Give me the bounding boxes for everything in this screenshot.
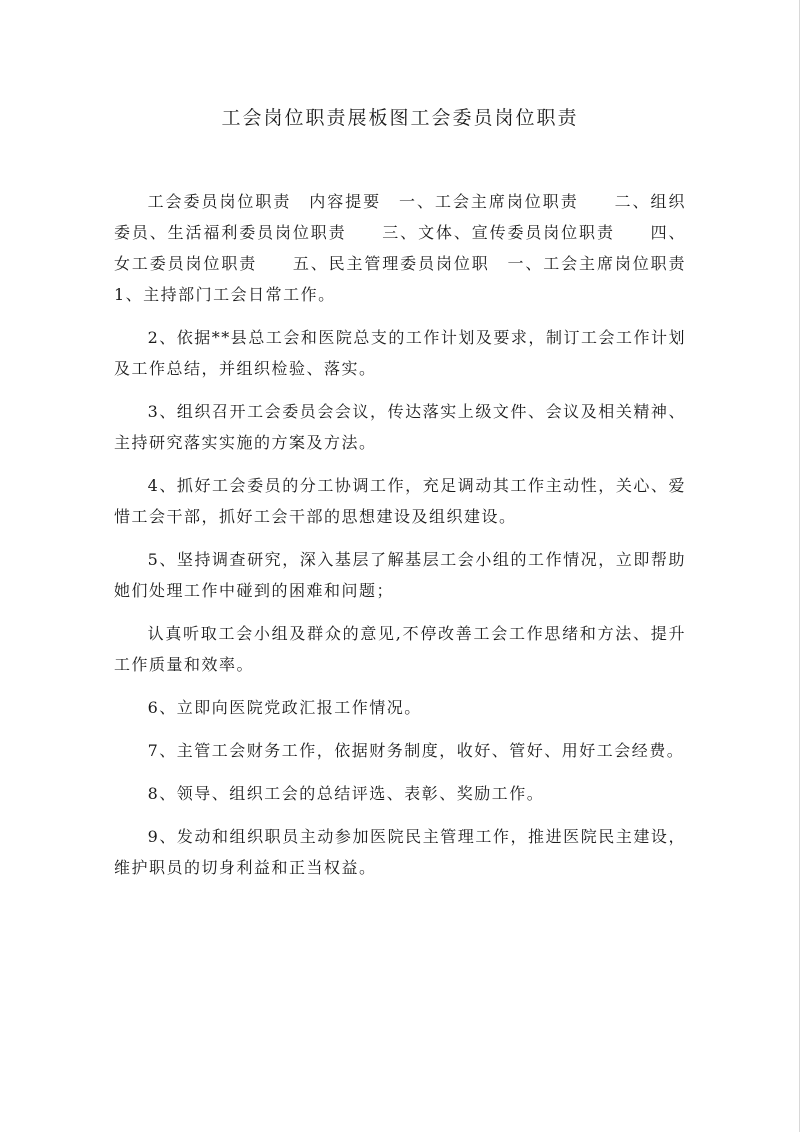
paragraph-duty-5: 5、坚持调查研究，深入基层了解基层工会小组的工作情况，立即帮助她们处理工作中碰到的困难和问题； <box>114 550 686 600</box>
paragraph-duty-9: 9、发动和组织职员主动参加医院民主管理工作，推进医院民主建设，维护职员的切身利益和正当权益。 <box>114 827 686 877</box>
paragraph-duty-3: 3、组织召开工会委员会会议，传达落实上级文件、会议及相关精神、主持研究落实实施的方案及方法。 <box>114 402 686 452</box>
paragraph-duty-7: 7、主管工会财务工作，依据财务制度，收好、管好、用好工会经费。 <box>147 741 685 760</box>
paragraph-duty-2: 2、依据**县总工会和医院总支的工作计划及要求，制订工会工作计划及工作总结，并组织检验、落实。 <box>114 328 686 378</box>
paragraph-duty-6: 6、立即向医院党政汇报工作情况。 <box>147 698 422 717</box>
paragraph-duty-8: 8、领导、组织工会的总结评选、表彰、奖励工作。 <box>147 784 545 803</box>
document-title: 工会岗位职责展板图工会委员岗位职责 <box>221 107 579 129</box>
document-body <box>114 186 722 895</box>
paragraph-duty-5-continued: 认真听取工会小组及群众的意见,不停改善工会工作思绪和方法、提升工作质量和效率。 <box>114 624 686 674</box>
paragraph-duty-4: 4、抓好工会委员的分工协调工作，充足调动其工作主动性，关心、爱惜工会干部，抓好工会干部的思想建设及组织建设。 <box>114 476 686 526</box>
summary-paragraph: 工会委员岗位职责 内容提要 一、工会主席岗位职责 二、组织委员、生活福利委员岗位职责 三、文体、宣传委员岗位职责 四、女工委员岗位职责 五、民主管理委员岗位职 一、工会主席岗位职责 1、主持部门工会日常工作。 <box>114 192 722 304</box>
